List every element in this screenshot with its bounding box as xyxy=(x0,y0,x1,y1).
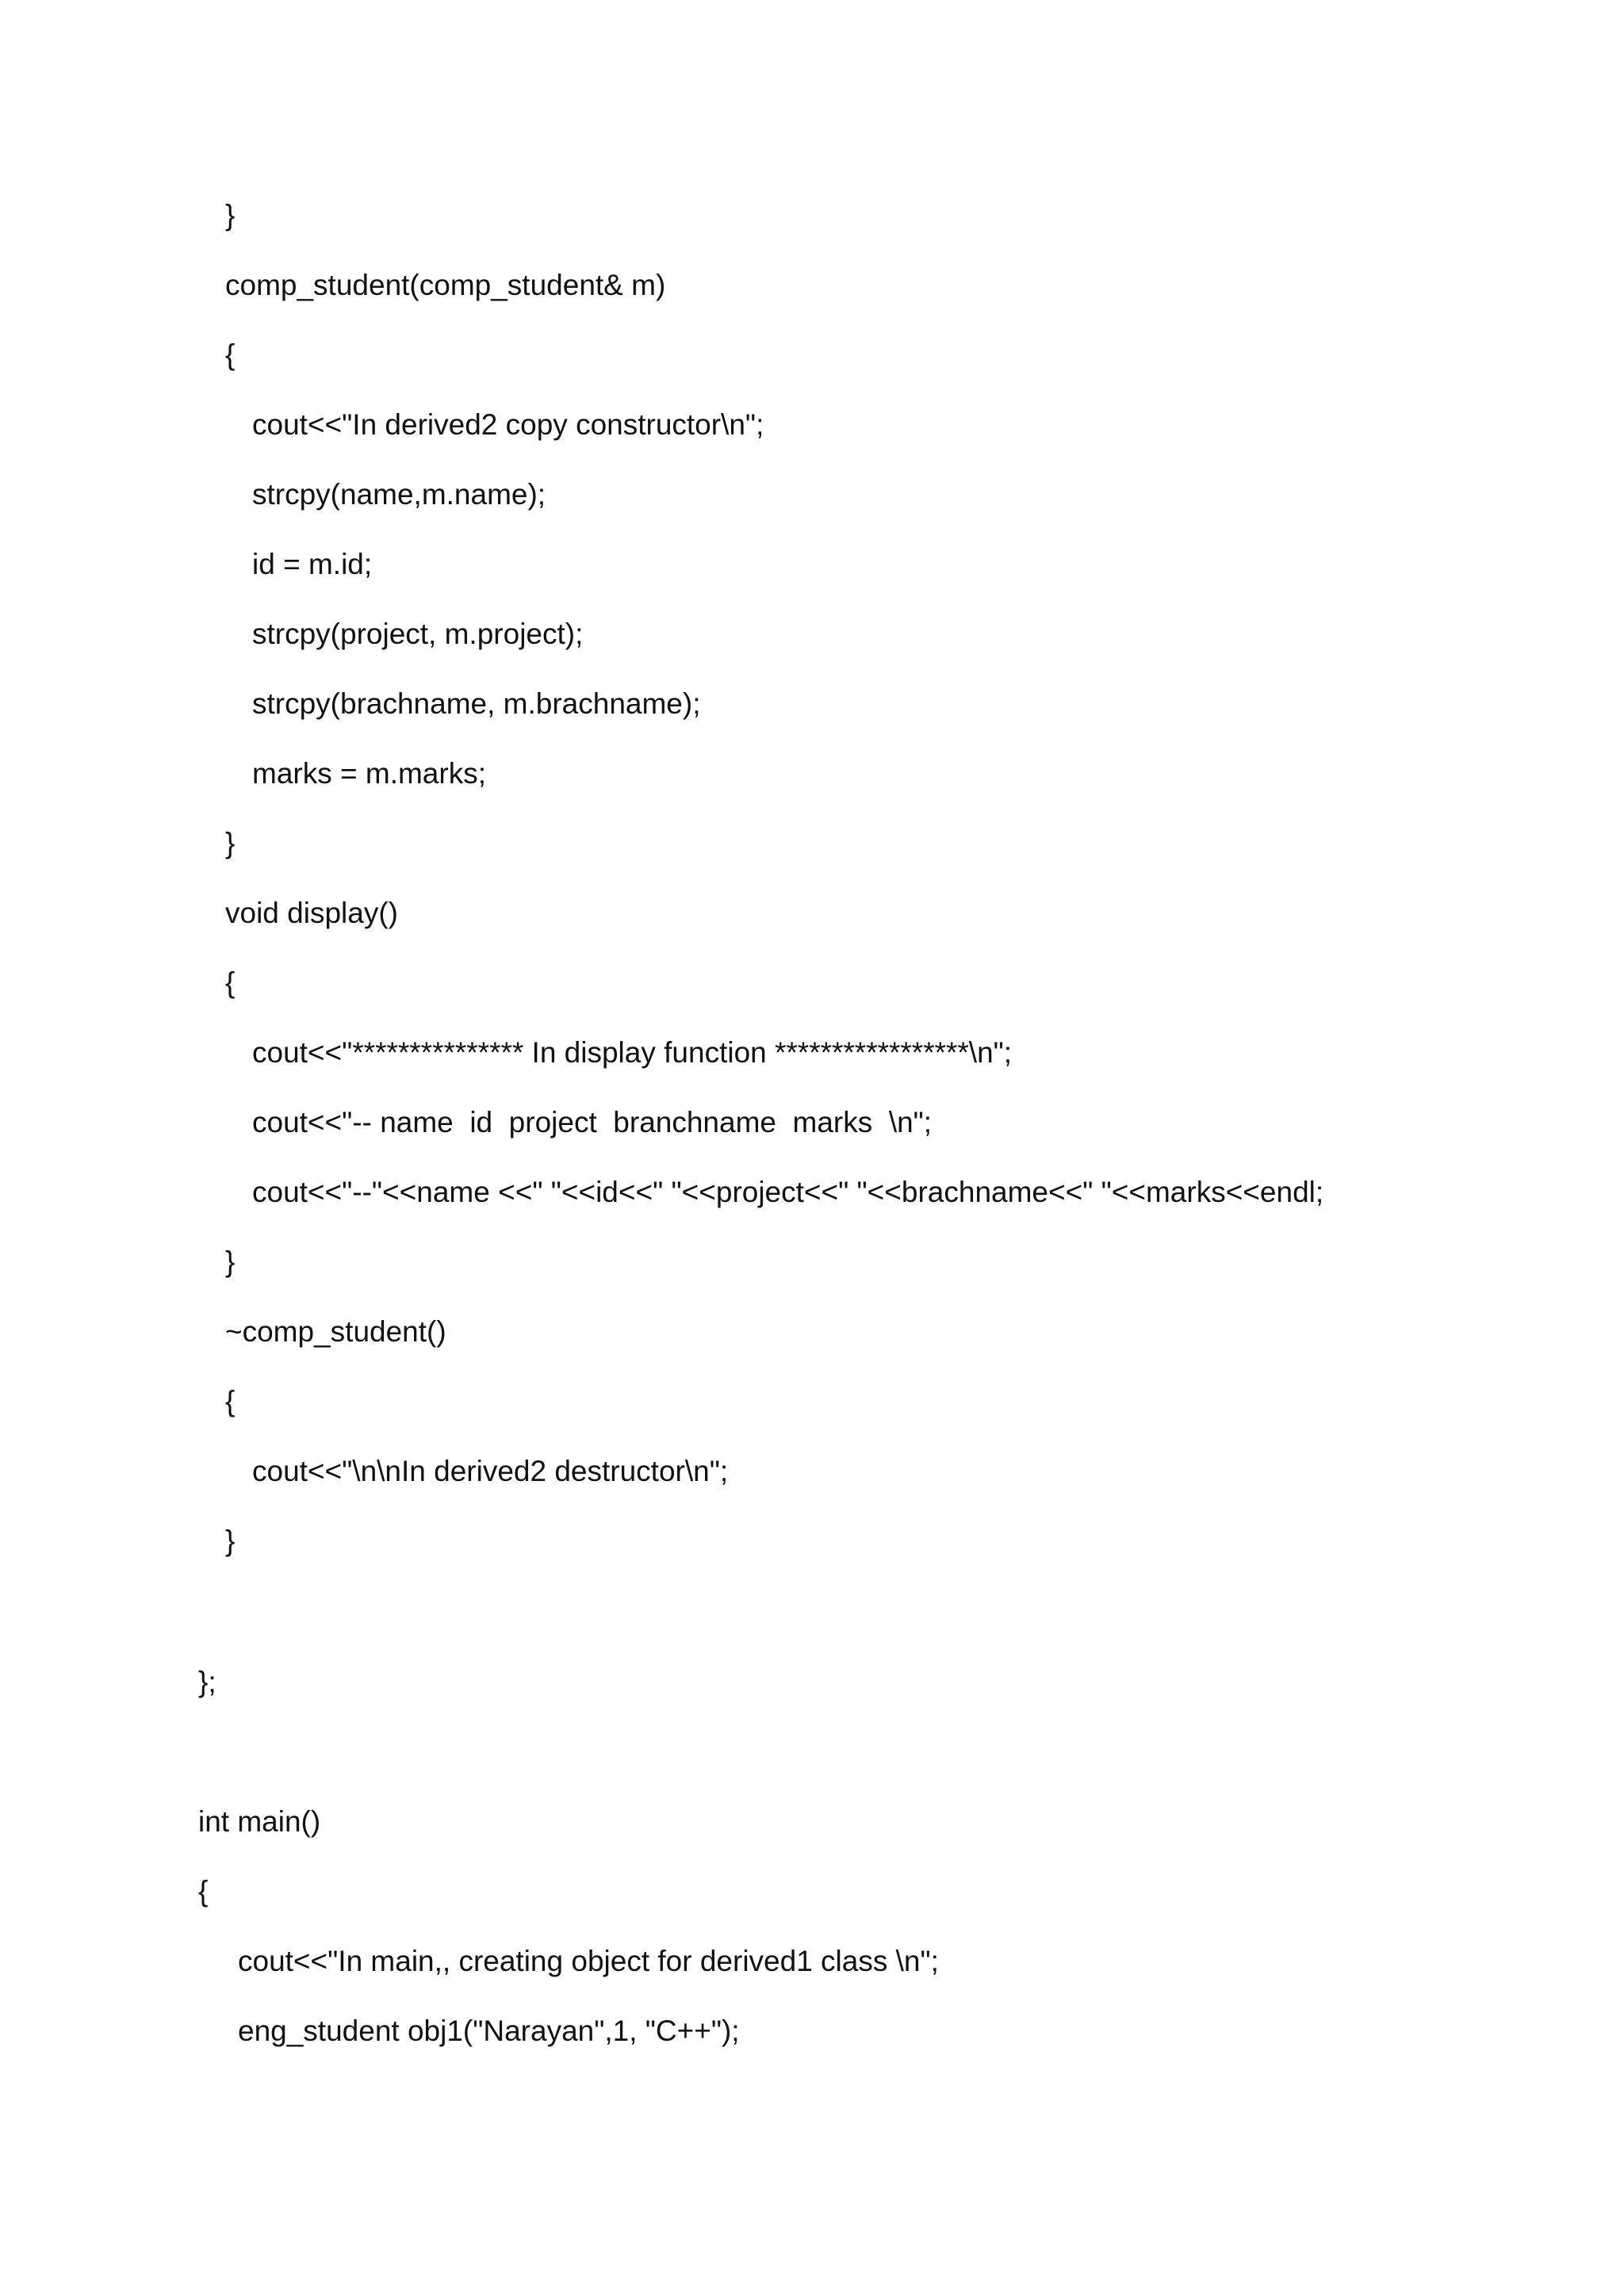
code-line-copy-marks: marks = m.marks; xyxy=(252,757,486,790)
code-line-copy-constructor-signature: comp_student(comp_student& m) xyxy=(225,269,666,301)
code-line-display-banner: cout<<"*************** In display function *****************\n"; xyxy=(252,1036,1013,1069)
code-line-closing-brace-1: } xyxy=(225,199,236,232)
code-line-closing-brace-4: } xyxy=(225,1525,236,1557)
code-line-main-object-creation: eng_student obj1("Narayan",1, "C++"); xyxy=(238,2015,740,2047)
code-line-main-signature: int main() xyxy=(198,1805,321,1838)
code-line-display-values: cout<<"--"<<name <<" "<<id<<" "<<project<<" "<<brachname<<" "<<marks<<endl; xyxy=(252,1176,1324,1208)
code-line-main-message: cout<<"In main,, creating object for derived1 class \n"; xyxy=(238,1945,939,1977)
code-line-copy-id: id = m.id; xyxy=(252,548,373,580)
code-line-main-opening-brace: { xyxy=(198,1875,209,1908)
code-line-copy-branchname: strcpy(brachname, m.brachname); xyxy=(252,687,701,720)
code-line-opening-brace-2: { xyxy=(225,966,236,999)
code-line-destructor-signature: ~comp_student() xyxy=(225,1315,446,1348)
code-line-class-end: }; xyxy=(198,1666,216,1698)
code-line-destructor-message: cout<<"\n\nIn derived2 destructor\n"; xyxy=(252,1455,729,1487)
code-line-copy-constructor-message: cout<<"In derived2 copy constructor\n"; xyxy=(252,408,764,441)
code-line-display-signature: void display() xyxy=(225,897,398,929)
code-line-closing-brace-2: } xyxy=(225,827,236,859)
code-line-display-header: cout<<"-- name id project branchname marks \n"; xyxy=(252,1106,933,1138)
code-line-closing-brace-3: } xyxy=(225,1246,236,1278)
code-line-copy-project: strcpy(project, m.project); xyxy=(252,618,584,650)
code-line-opening-brace-1: { xyxy=(225,339,236,371)
code-line-copy-name: strcpy(name,m.name); xyxy=(252,478,546,511)
code-line-opening-brace-3: { xyxy=(225,1385,236,1418)
